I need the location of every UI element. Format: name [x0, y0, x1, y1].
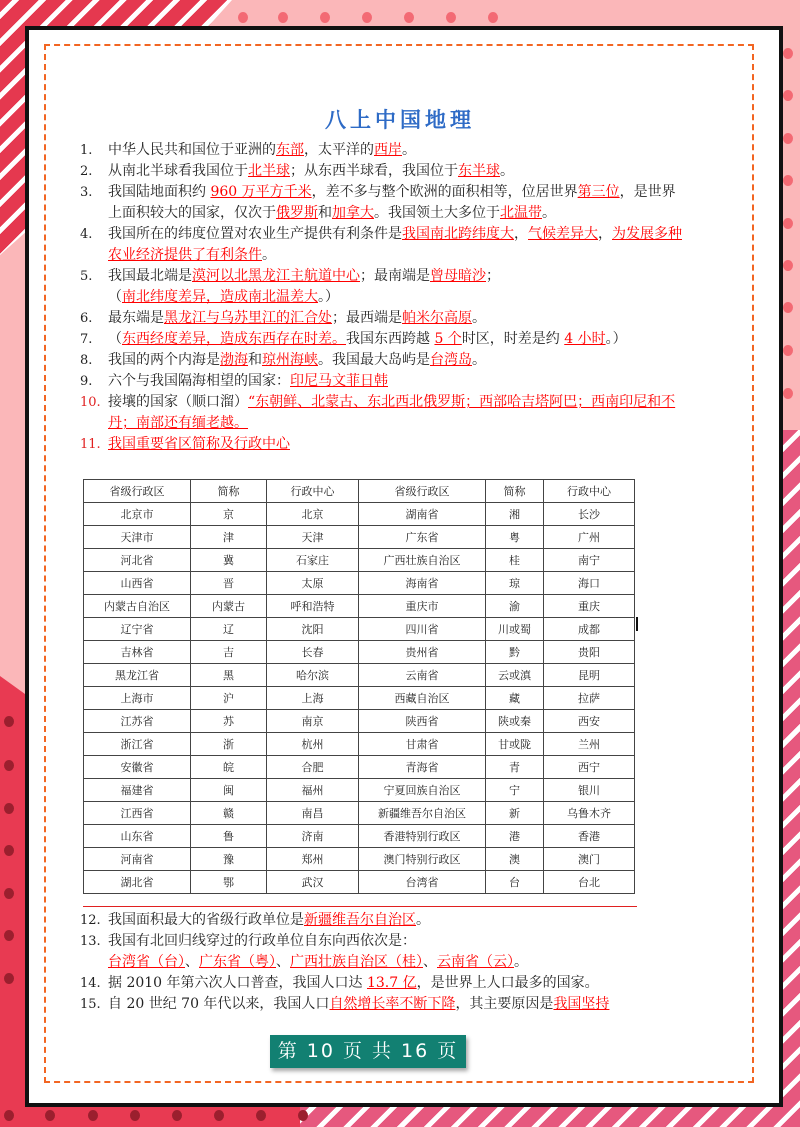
- list-item-text: 我国有北回归线穿过的行政单位自东向西依次是：: [108, 933, 416, 949]
- polka-dot: [783, 133, 793, 144]
- list-item-number: 8.: [80, 353, 93, 368]
- list-item-text: ，差不多与整个欧洲的面积相等，位居世界: [311, 184, 578, 200]
- list-item-number: 14.: [80, 976, 101, 991]
- answer-highlight: 台湾省（台）: [108, 954, 185, 970]
- polka-dot: [783, 175, 793, 186]
- table-cell: 晋: [191, 572, 267, 595]
- polka-dot: [362, 12, 372, 23]
- numbered-list-part1: [80, 140, 688, 455]
- list-item-number: 3.: [80, 185, 93, 200]
- polka-dot: [783, 90, 793, 101]
- list-item-text: ；从东西半球看，我国位于: [290, 163, 458, 179]
- table-cell: 青海省: [359, 756, 486, 779]
- table-cell: 青: [486, 756, 544, 779]
- text-cursor: [636, 617, 638, 631]
- province-table: [83, 479, 635, 894]
- table-cell: 津: [191, 526, 267, 549]
- table-cell: 南宁: [544, 549, 635, 572]
- list-item-number: 11.: [80, 437, 101, 452]
- list-item-text: 。: [402, 142, 416, 158]
- table-cell: 新: [486, 802, 544, 825]
- list-item-number: 6.: [80, 311, 93, 326]
- table-cell: 重庆市: [359, 595, 486, 618]
- table-cell: 台北: [544, 871, 635, 894]
- table-cell: 合肥: [267, 756, 359, 779]
- table-row: [84, 664, 635, 687]
- red-divider-line: [83, 906, 637, 907]
- list-item-text: 。我国领土大多位于: [374, 205, 500, 221]
- polka-dot: [298, 1110, 308, 1121]
- list-item-text: 。: [416, 912, 430, 928]
- list-item-text: 。: [472, 310, 486, 326]
- answer-highlight: 4 小时: [564, 331, 606, 347]
- answer-highlight: “东朝鲜、北蒙古、东北西北俄罗斯；西部哈吉塔阿巴；西南印尼和不丹；南部还有缅老越。: [108, 394, 676, 431]
- polka-dot: [4, 930, 14, 941]
- table-row: [84, 733, 635, 756]
- polka-dot: [45, 1110, 55, 1121]
- list-item-number: 7.: [80, 332, 93, 347]
- table-row: [84, 641, 635, 664]
- table-cell: 江苏省: [84, 710, 191, 733]
- table-row: [84, 618, 635, 641]
- answer-highlight: 第三位: [577, 184, 620, 200]
- list-item-text: 。）: [318, 289, 339, 305]
- answer-highlight: 东部: [276, 142, 304, 158]
- list-item-text: 从南北半球看我国位于: [108, 163, 248, 179]
- table-cell: 长春: [267, 641, 359, 664]
- list-item-number: 12.: [80, 913, 101, 928]
- table-cell: 台: [486, 871, 544, 894]
- polka-dot: [783, 345, 793, 356]
- list-item-text: ，其主要原因是: [455, 996, 554, 1012]
- list-item-text: ，: [514, 226, 528, 242]
- province-table-wrapper: [83, 479, 635, 894]
- table-cell: 赣: [191, 802, 267, 825]
- table-row: [84, 802, 635, 825]
- answer-highlight: 13.7 亿: [366, 975, 417, 991]
- table-cell: 福州: [267, 779, 359, 802]
- polka-dot: [4, 803, 14, 814]
- table-cell: 武汉: [267, 871, 359, 894]
- table-cell: 昆明: [544, 664, 635, 687]
- table-header-cell: 省级行政区: [84, 480, 191, 503]
- list-item-text: 、: [185, 954, 199, 970]
- table-cell: 济南: [267, 825, 359, 848]
- answer-highlight: 北温带: [500, 205, 542, 221]
- list-item: [80, 434, 688, 455]
- list-item-text: 我国陆地面积约: [108, 184, 211, 200]
- polka-dot: [783, 218, 793, 229]
- table-cell: 渝: [486, 595, 544, 618]
- table-row: [84, 756, 635, 779]
- table-cell: 京: [191, 503, 267, 526]
- table-row: [84, 595, 635, 618]
- list-item: [80, 910, 688, 931]
- table-cell: 黑龙江省: [84, 664, 191, 687]
- table-cell: 山西省: [84, 572, 191, 595]
- table-cell: 辽: [191, 618, 267, 641]
- table-cell: 成都: [544, 618, 635, 641]
- table-cell: 沪: [191, 687, 267, 710]
- list-item-text: 中华人民共和国位于亚洲的: [108, 142, 276, 158]
- answer-highlight: 960 万平方千米: [210, 184, 312, 200]
- polka-dot: [4, 845, 14, 856]
- answer-highlight: 北半球: [248, 163, 290, 179]
- list-item: [80, 350, 688, 371]
- table-cell: 浙: [191, 733, 267, 756]
- list-item: [80, 994, 688, 1015]
- list-item-text: 。: [472, 352, 486, 368]
- table-cell: 北京: [267, 503, 359, 526]
- answer-highlight: 曾母暗沙: [430, 268, 486, 284]
- polka-dot: [130, 1110, 140, 1121]
- table-header-cell: 行政中心: [267, 480, 359, 503]
- table-cell: 广西壮族自治区: [359, 549, 486, 572]
- polka-dot: [256, 1110, 266, 1121]
- table-header-cell: 简称: [191, 480, 267, 503]
- list-item-text: ，是世界上面积较大的国家，仅次于: [108, 184, 676, 221]
- answer-highlight: 帕米尔高原: [402, 310, 472, 326]
- list-item-text: 我国所在的纬度位置对农业生产提供有利条件是: [108, 226, 402, 242]
- answer-highlight: 加拿大: [332, 205, 374, 221]
- answer-highlight: 东西经度差异，造成东西存在时差。: [122, 331, 346, 347]
- table-cell: 太原: [267, 572, 359, 595]
- table-cell: 皖: [191, 756, 267, 779]
- table-cell: 乌鲁木齐: [544, 802, 635, 825]
- table-cell: 辽宁省: [84, 618, 191, 641]
- list-item-text: 。）: [605, 331, 627, 347]
- list-item: [80, 161, 688, 182]
- list-item-text: ；: [486, 268, 500, 284]
- list-item-text: 最东端是: [108, 310, 164, 326]
- table-cell: 澳: [486, 848, 544, 871]
- table-cell: 香港特别行政区: [359, 825, 486, 848]
- polka-dot: [783, 260, 793, 271]
- list-item-text: ；最南端是: [360, 268, 430, 284]
- answer-highlight: 漠河以北黑龙江主航道中心: [192, 268, 360, 284]
- list-item-text: ，: [598, 226, 612, 242]
- polka-dot: [320, 12, 330, 23]
- list-item: [80, 140, 688, 161]
- list-item-text: ，太平洋的: [304, 142, 374, 158]
- list-item-text: （: [108, 331, 122, 347]
- answer-highlight: 黑龙江与乌苏里江的汇合处: [164, 310, 332, 326]
- numbered-list-part2: [80, 910, 688, 1015]
- table-cell: 石家庄: [267, 549, 359, 572]
- table-cell: 呼和浩特: [267, 595, 359, 618]
- table-cell: 黑: [191, 664, 267, 687]
- answer-highlight: 南北纬度差异，造成南北温差大: [122, 289, 318, 305]
- answer-highlight: 我国重要省区简称及行政中心: [108, 436, 290, 452]
- table-cell: 内蒙古: [191, 595, 267, 618]
- answer-highlight: 我国南北跨纬度大: [402, 226, 514, 242]
- answer-highlight: 西岸: [374, 142, 402, 158]
- list-item-continuation: [108, 952, 688, 973]
- table-cell: 贵州省: [359, 641, 486, 664]
- table-cell: 浙江省: [84, 733, 191, 756]
- table-cell: 南京: [267, 710, 359, 733]
- list-item-text: 自 20 世纪 70 年代以来，我国人口: [108, 996, 330, 1012]
- table-cell: 沈阳: [267, 618, 359, 641]
- polka-dot: [172, 1110, 182, 1121]
- table-row: [84, 848, 635, 871]
- table-cell: 安徽省: [84, 756, 191, 779]
- list-item-text: ，是世界上人口最多的国家。: [416, 975, 599, 991]
- table-cell: 哈尔滨: [267, 664, 359, 687]
- polka-dot: [4, 1110, 14, 1121]
- table-cell: 北京市: [84, 503, 191, 526]
- table-cell: 西宁: [544, 756, 635, 779]
- list-item-number: 1.: [80, 143, 93, 158]
- list-item-text: 。: [262, 247, 276, 263]
- list-item-text: 。: [514, 954, 528, 970]
- list-item-number: 9.: [80, 374, 93, 389]
- table-cell: 郑州: [267, 848, 359, 871]
- table-row: [84, 572, 635, 595]
- polka-dot: [4, 760, 14, 771]
- table-cell: 粤: [486, 526, 544, 549]
- table-cell: 云或滇: [486, 664, 544, 687]
- polka-dot: [783, 302, 793, 313]
- list-item-text: 我国的两个内海是: [108, 352, 220, 368]
- list-item-number: 4.: [80, 227, 93, 242]
- table-cell: 川或蜀: [486, 618, 544, 641]
- table-cell: 冀: [191, 549, 267, 572]
- table-cell: 黔: [486, 641, 544, 664]
- table-cell: 澳门: [544, 848, 635, 871]
- table-cell: 广州: [544, 526, 635, 549]
- list-item-number: 2.: [80, 164, 93, 179]
- list-item: [80, 392, 688, 434]
- table-cell: 贵阳: [544, 641, 635, 664]
- table-cell: 豫: [191, 848, 267, 871]
- polka-dot: [488, 12, 498, 23]
- table-cell: 四川省: [359, 618, 486, 641]
- answer-highlight: 印尼马文菲日韩: [290, 373, 388, 389]
- table-cell: 西藏自治区: [359, 687, 486, 710]
- table-cell: 苏: [191, 710, 267, 733]
- list-item-text: 、: [276, 954, 290, 970]
- polka-dot: [88, 1110, 98, 1121]
- table-cell: 湖南省: [359, 503, 486, 526]
- table-cell: 云南省: [359, 664, 486, 687]
- table-cell: 兰州: [544, 733, 635, 756]
- list-item-text: （: [108, 289, 122, 305]
- answer-highlight: 气候差异大: [528, 226, 598, 242]
- polka-dot: [446, 12, 456, 23]
- table-cell: 重庆: [544, 595, 635, 618]
- table-cell: 海口: [544, 572, 635, 595]
- list-item-number: 15.: [80, 997, 101, 1012]
- polka-dot: [278, 12, 288, 23]
- polka-dot: [214, 1110, 224, 1121]
- list-item: [80, 182, 688, 224]
- table-cell: 宁夏回族自治区: [359, 779, 486, 802]
- table-cell: 南昌: [267, 802, 359, 825]
- table-row: [84, 871, 635, 894]
- table-cell: 天津: [267, 526, 359, 549]
- answer-highlight: 云南省（云）: [437, 954, 514, 970]
- table-header-cell: 行政中心: [544, 480, 635, 503]
- polka-dot: [783, 388, 793, 399]
- list-item-text: 我国东西跨越: [346, 331, 435, 347]
- polka-dot: [4, 973, 14, 984]
- table-cell: 香港: [544, 825, 635, 848]
- table-cell: 闽: [191, 779, 267, 802]
- list-item-number: 5.: [80, 269, 93, 284]
- list-item: [80, 266, 688, 308]
- answer-highlight: 5 个: [434, 331, 462, 347]
- answer-highlight: 台湾岛: [430, 352, 472, 368]
- table-cell: 海南省: [359, 572, 486, 595]
- table-row: [84, 710, 635, 733]
- list-item-text: 我国面积最大的省级行政单位是: [108, 912, 304, 928]
- page-title: 八上中国地理: [325, 108, 475, 132]
- list-item: [80, 371, 688, 392]
- answer-highlight: 广西壮族自治区（桂）: [290, 954, 423, 970]
- list-item: [80, 931, 688, 973]
- list-item-text: 接壤的国家（顺口溜）: [108, 394, 248, 410]
- polka-dot: [4, 888, 14, 899]
- table-cell: 河北省: [84, 549, 191, 572]
- answer-highlight: 为发展多种农业经济提供了有利条件: [108, 226, 682, 263]
- table-cell: 鄂: [191, 871, 267, 894]
- table-cell: 港: [486, 825, 544, 848]
- table-cell: 上海市: [84, 687, 191, 710]
- table-header-row: [84, 480, 635, 503]
- table-cell: 湖北省: [84, 871, 191, 894]
- table-cell: 甘或陇: [486, 733, 544, 756]
- list-item-text: 时区，时差是约: [461, 331, 565, 347]
- answer-highlight: 东半球: [458, 163, 500, 179]
- table-cell: 银川: [544, 779, 635, 802]
- list-item-text: 。我国最大岛屿是: [318, 352, 430, 368]
- list-item-text: 。: [542, 205, 556, 221]
- polka-dot: [238, 12, 248, 23]
- list-item-text: 我国最北端是: [108, 268, 192, 284]
- table-cell: 广东省: [359, 526, 486, 549]
- list-item-text: 和: [248, 352, 262, 368]
- table-cell: 福建省: [84, 779, 191, 802]
- table-cell: 杭州: [267, 733, 359, 756]
- table-row: [84, 825, 635, 848]
- table-row: [84, 503, 635, 526]
- polka-dot: [783, 48, 793, 59]
- list-item: [80, 308, 688, 329]
- table-header-cell: 简称: [486, 480, 544, 503]
- table-cell: 桂: [486, 549, 544, 572]
- list-item: [80, 973, 688, 994]
- table-cell: 陕或秦: [486, 710, 544, 733]
- table-cell: 陕西省: [359, 710, 486, 733]
- list-item-text: 。: [500, 163, 514, 179]
- answer-highlight: 自然增长率不断下降: [329, 996, 456, 1012]
- polka-dot: [404, 12, 414, 23]
- table-cell: 宁: [486, 779, 544, 802]
- table-cell: 甘肃省: [359, 733, 486, 756]
- table-cell: 鲁: [191, 825, 267, 848]
- answer-highlight: 广东省（粤）: [199, 954, 276, 970]
- table-cell: 天津市: [84, 526, 191, 549]
- list-item-number: 10.: [80, 395, 101, 410]
- table-cell: 山东省: [84, 825, 191, 848]
- table-cell: 拉萨: [544, 687, 635, 710]
- table-row: [84, 549, 635, 572]
- table-row: [84, 779, 635, 802]
- table-cell: 吉林省: [84, 641, 191, 664]
- list-item-text: 六个与我国隔海相望的国家：: [108, 373, 290, 389]
- answer-highlight: 俄罗斯: [276, 205, 318, 221]
- table-cell: 澳门特别行政区: [359, 848, 486, 871]
- list-item-text: ；最西端是: [332, 310, 402, 326]
- table-cell: 台湾省: [359, 871, 486, 894]
- table-cell: 江西省: [84, 802, 191, 825]
- page-number-badge: 第 10 页 共 16 页: [270, 1035, 466, 1068]
- table-cell: 藏: [486, 687, 544, 710]
- table-cell: 湘: [486, 503, 544, 526]
- table-row: [84, 526, 635, 549]
- answer-highlight: 我国坚持: [553, 996, 610, 1012]
- polka-dot: [4, 716, 14, 727]
- list-item-number: 13.: [80, 934, 101, 949]
- list-item: [80, 224, 688, 266]
- table-cell: 上海: [267, 687, 359, 710]
- answer-highlight: 琼州海峡: [262, 352, 318, 368]
- table-cell: 长沙: [544, 503, 635, 526]
- answer-highlight: 新疆维吾尔自治区: [304, 912, 416, 928]
- list-item-text: 、: [423, 954, 437, 970]
- list-item-text: 据 2010 年第六次人口普查，我国人口达: [108, 975, 367, 991]
- table-cell: 吉: [191, 641, 267, 664]
- table-header-cell: 省级行政区: [359, 480, 486, 503]
- table-cell: 西安: [544, 710, 635, 733]
- list-item-text: 和: [318, 205, 332, 221]
- table-cell: 琼: [486, 572, 544, 595]
- list-item-continuation: [108, 287, 688, 308]
- table-cell: 内蒙古自治区: [84, 595, 191, 618]
- answer-highlight: 渤海: [220, 352, 248, 368]
- table-cell: 新疆维吾尔自治区: [359, 802, 486, 825]
- list-item: [80, 329, 688, 350]
- table-cell: 河南省: [84, 848, 191, 871]
- table-row: [84, 687, 635, 710]
